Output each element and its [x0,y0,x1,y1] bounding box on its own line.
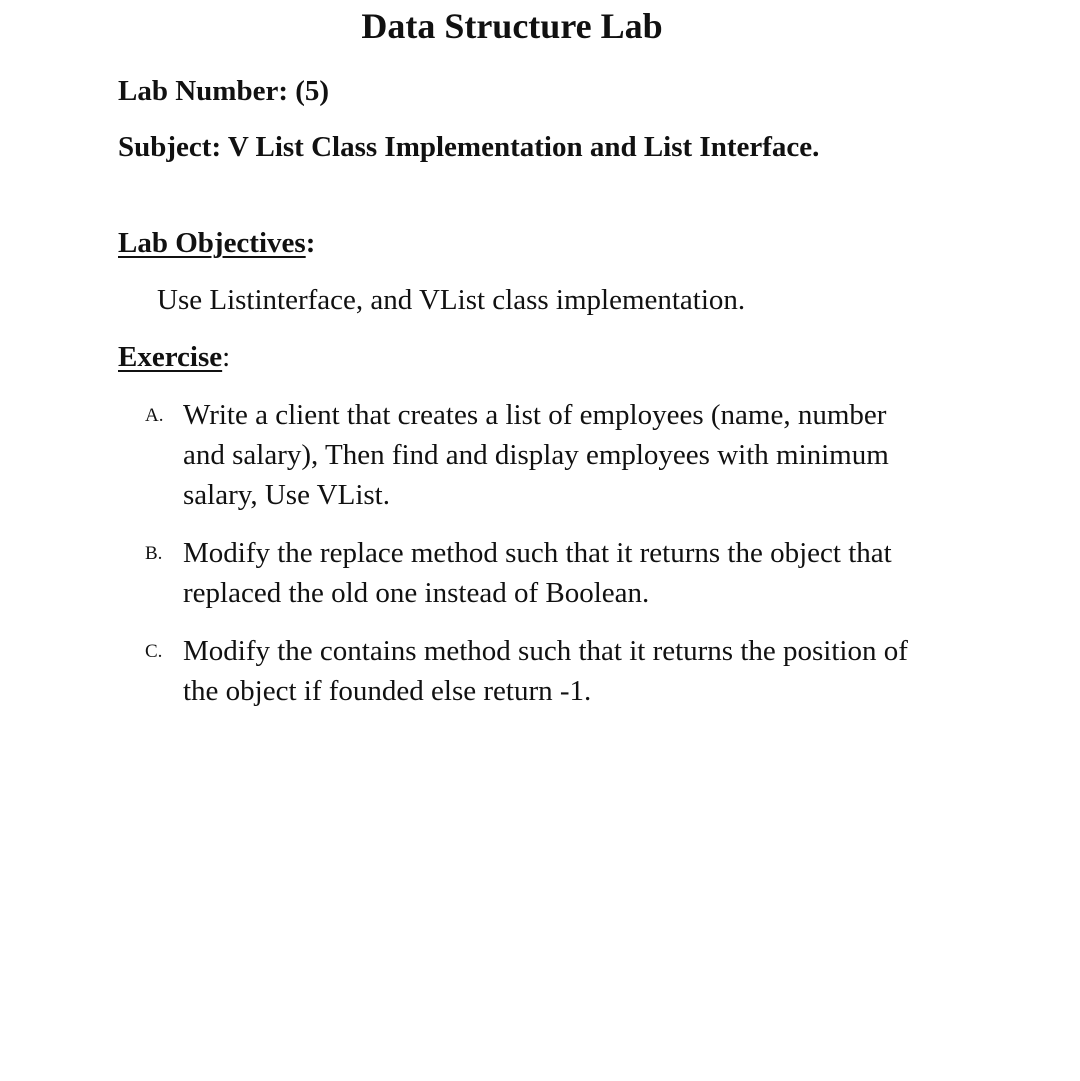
exercise-marker-b: B. [145,543,163,564]
objectives-heading-colon: : [305,227,316,259]
subject: Subject: V List Class Implementation and List Interface. [118,131,820,163]
exercise-heading-colon: : [222,341,231,373]
exercise-text-a: Write a client that creates a list of employees (name, number and salary), Then find and display employees with minimum salary, Use VList. [183,399,889,511]
exercise-text-b: Modify the replace method such that it returns the object that replaced the old one instead of Boolean. [183,537,892,609]
objectives-heading-label: Lab Objectives [118,227,306,259]
document-title: Data Structure Lab [361,6,663,46]
exercise-text-c: Modify the contains method such that it returns the position of the object if founded else return -1. [183,635,908,707]
exercise-item-a [145,395,925,515]
exercise-item-b [145,533,925,613]
exercise-heading-label: Exercise [118,341,223,373]
exercise-marker-a: A. [145,405,164,426]
lab-number: Lab Number: (5) [118,75,330,107]
exercise-marker-c: C. [145,641,163,662]
objectives-heading [118,224,315,263]
exercise-item-c [145,631,925,711]
exercise-heading [118,338,230,377]
exercise-list [145,395,925,729]
objectives-text: Use Listinterface, and VList class implementation. [157,284,746,316]
